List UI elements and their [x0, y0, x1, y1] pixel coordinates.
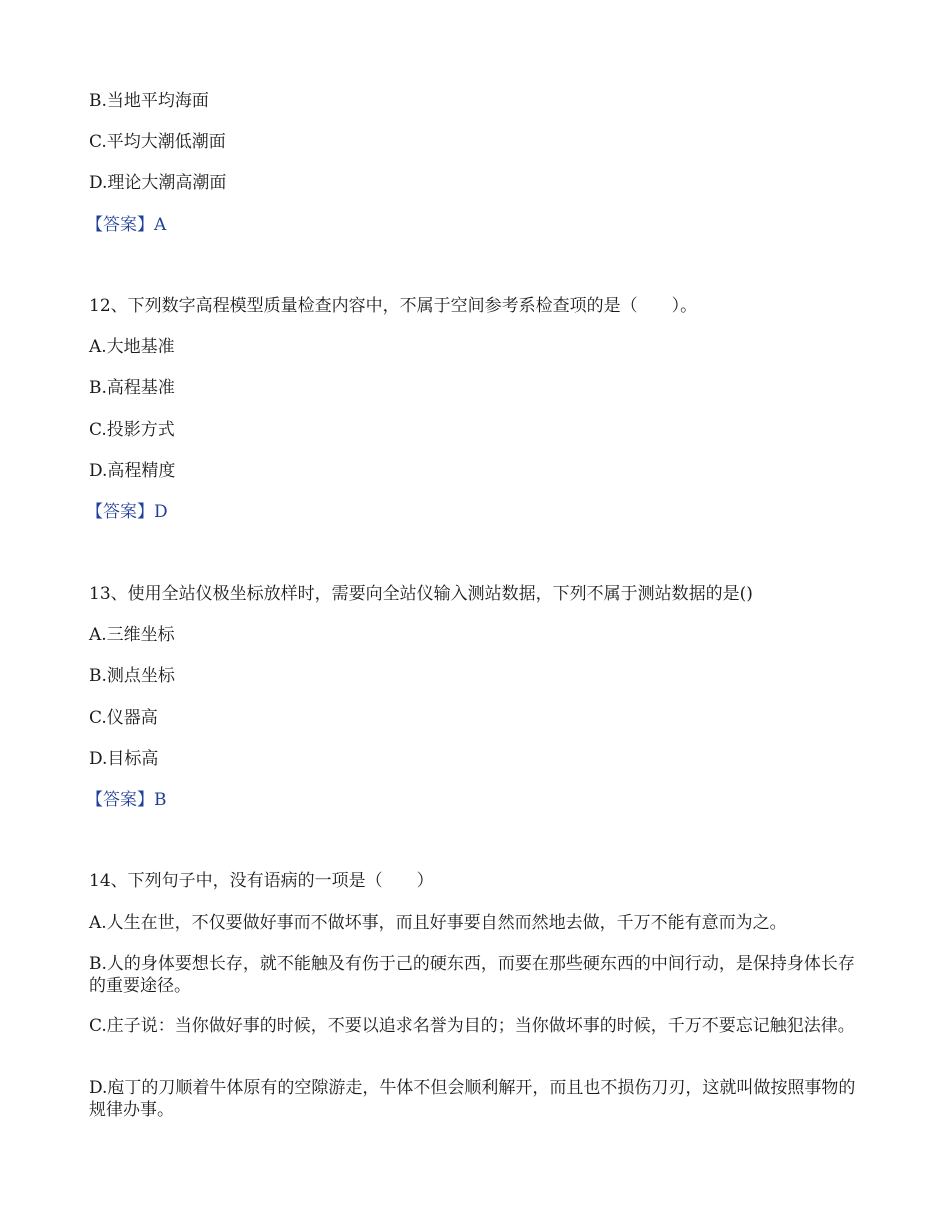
q11-option-c: C.平均大潮低潮面 [89, 132, 226, 152]
q13-option-d: D.目标高 [89, 749, 159, 769]
q13-question: 13、使用全站仪极坐标放样时，需要向全站仪输入测站数据，下列不属于测站数据的是() [89, 584, 753, 604]
q14-option-d: D.庖丁的刀顺着牛体原有的空隙游走，牛体不但会顺利解开，而且也不损伤刀刃，这就叫做按照事物的规律办事。 [89, 1078, 856, 1120]
q12-option-a: A.大地基准 [89, 337, 175, 357]
q12-option-d: D.高程精度 [89, 461, 176, 481]
q12-question: 12、下列数字高程模型质量检查内容中，不属于空间参考系检查项的是（ ）。 [89, 296, 698, 316]
q11-answer: 【答案】A [86, 215, 167, 235]
q12-answer: 【答案】D [86, 502, 168, 522]
q11-option-d: D.理论大潮高潮面 [89, 173, 227, 193]
q13-option-a: A.三维坐标 [89, 625, 175, 645]
q12-option-c: C.投影方式 [89, 420, 175, 440]
q14-option-b: B.人的身体要想长存，就不能触及有伤于己的硬东西，而要在那些硬东西的中间行动，是保持身体长存的重要途径。 [89, 954, 855, 996]
q14-option-a: A.人生在世，不仅要做好事而不做坏事，而且好事要自然而然地去做，千万不能有意而为之。 [89, 913, 787, 933]
q11-option-b: B.当地平均海面 [89, 91, 209, 111]
q14-option-c: C.庄子说：当你做好事的时候，不要以追求名誉为目的；当你做坏事的时候，千万不要忘记触犯法律。 [89, 1016, 855, 1036]
q13-option-b: B.测点坐标 [89, 666, 175, 686]
q13-answer: 【答案】B [86, 790, 167, 810]
q13-option-c: C.仪器高 [89, 708, 158, 728]
q12-option-b: B.高程基准 [89, 378, 175, 398]
q14-question: 14、下列句子中，没有语病的一项是（ ） [89, 871, 434, 891]
